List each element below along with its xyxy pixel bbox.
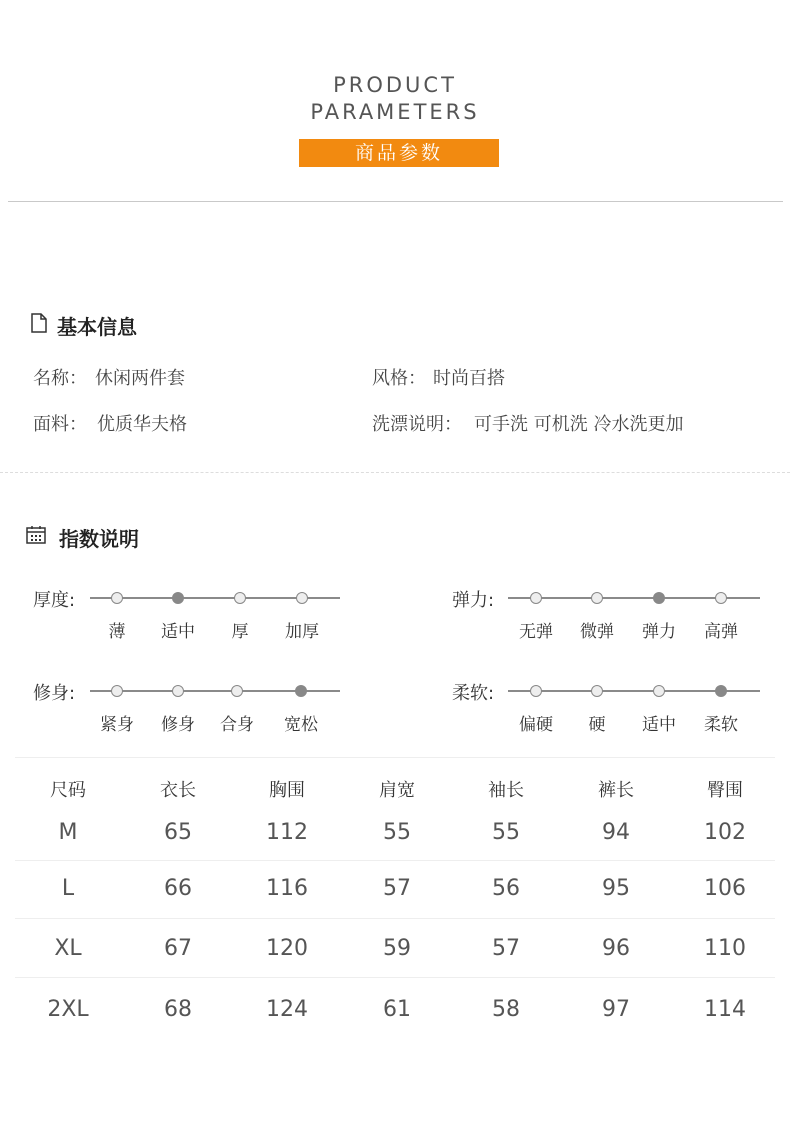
name-value: 休闲两件套 <box>95 368 185 389</box>
table-top-line <box>15 757 775 758</box>
header-parameters-text: PARAMETERS <box>310 100 480 124</box>
scale-dot <box>231 685 243 697</box>
table-header-cell: 肩宽 <box>379 780 415 801</box>
scale-option-label: 薄 <box>108 622 126 642</box>
size-cell: M <box>58 820 78 845</box>
index-title: 指数说明 <box>59 527 139 551</box>
fabric-value: 优质华夫格 <box>97 414 187 435</box>
scale-dot <box>591 685 603 697</box>
table-cell: 67 <box>164 936 192 961</box>
scale-option-label: 柔软 <box>704 715 738 735</box>
scale-option-label: 宽松 <box>284 715 318 735</box>
table-header-cell: 衣长 <box>160 780 196 801</box>
scale-dot-selected <box>172 592 184 604</box>
scale-dot <box>715 592 727 604</box>
table-cell: 102 <box>704 820 746 845</box>
scale-dot-selected <box>715 685 727 697</box>
scale-option-label: 无弹 <box>519 622 553 642</box>
scale-option-label: 微弹 <box>580 622 614 642</box>
scale-label: 柔软: <box>452 683 495 704</box>
scale-option-label: 高弹 <box>704 622 738 642</box>
table-row-divider <box>15 918 775 919</box>
section-divider <box>0 472 790 473</box>
header-divider <box>8 201 783 202</box>
scale-option-label: 加厚 <box>285 622 319 642</box>
table-cell: 112 <box>266 820 308 845</box>
scale-option-label: 厚 <box>231 622 249 642</box>
scale-dot <box>530 685 542 697</box>
table-cell: 95 <box>602 876 630 901</box>
scale-option-label: 弹力 <box>642 622 676 642</box>
scale-dot <box>530 592 542 604</box>
style-label: 风格： <box>372 368 426 389</box>
table-cell: 56 <box>492 876 520 901</box>
table-cell: 96 <box>602 936 630 961</box>
table-cell: 58 <box>492 997 520 1022</box>
scale-dot <box>234 592 246 604</box>
table-cell: 57 <box>383 876 411 901</box>
scale-option-label: 修身 <box>161 715 195 735</box>
table-cell: 66 <box>164 876 192 901</box>
scale-option-label: 硬 <box>588 715 606 735</box>
table-cell: 59 <box>383 936 411 961</box>
table-cell: 61 <box>383 997 411 1022</box>
wash-value: 可手洗 可机洗 冷水洗更加 <box>474 414 684 435</box>
table-cell: 97 <box>602 997 630 1022</box>
table-header-cell: 袖长 <box>488 780 524 801</box>
basic-info-title: 基本信息 <box>57 315 137 339</box>
wash-label: 洗漂说明： <box>372 414 462 435</box>
table-cell: 65 <box>164 820 192 845</box>
scale-label: 弹力: <box>452 590 495 611</box>
size-cell: XL <box>54 936 82 961</box>
scale-dot <box>653 685 665 697</box>
table-header-cell: 臀围 <box>707 780 743 801</box>
scale-dot-selected <box>653 592 665 604</box>
table-cell: 110 <box>704 936 746 961</box>
name-label: 名称： <box>33 368 87 389</box>
style-value: 时尚百搭 <box>433 368 505 389</box>
scale-option-label: 适中 <box>642 715 676 735</box>
scale-dot <box>591 592 603 604</box>
table-cell: 55 <box>492 820 520 845</box>
fabric-label: 面料： <box>33 414 87 435</box>
size-cell: 2XL <box>47 997 89 1022</box>
scale-option-label: 紧身 <box>100 715 134 735</box>
table-cell: 57 <box>492 936 520 961</box>
table-row-divider <box>15 860 775 861</box>
calendar-grid-icon <box>26 525 46 549</box>
scale-dot <box>296 592 308 604</box>
table-cell: 55 <box>383 820 411 845</box>
scale-option-label: 合身 <box>220 715 254 735</box>
scale-dot-selected <box>295 685 307 697</box>
scale-option-label: 适中 <box>161 622 195 642</box>
table-cell: 68 <box>164 997 192 1022</box>
table-cell: 120 <box>266 936 308 961</box>
header-product-text: PRODUCT <box>333 73 457 97</box>
scale-dot <box>111 685 123 697</box>
table-header-cell: 裤长 <box>598 780 634 801</box>
scale-label: 厚度: <box>33 590 76 611</box>
scale-dot <box>172 685 184 697</box>
product-params-badge: 商品参数 <box>299 139 499 167</box>
table-header-cell: 胸围 <box>269 780 305 801</box>
table-cell: 124 <box>266 997 308 1022</box>
document-icon <box>30 313 48 337</box>
table-cell: 114 <box>704 997 746 1022</box>
scale-label: 修身: <box>33 683 76 704</box>
scale-option-label: 偏硬 <box>519 715 553 735</box>
table-cell: 116 <box>266 876 308 901</box>
size-cell: L <box>61 876 75 901</box>
table-cell: 106 <box>704 876 746 901</box>
scale-dot <box>111 592 123 604</box>
table-cell: 94 <box>602 820 630 845</box>
table-row-divider <box>15 977 775 978</box>
table-header-cell: 尺码 <box>50 780 86 801</box>
